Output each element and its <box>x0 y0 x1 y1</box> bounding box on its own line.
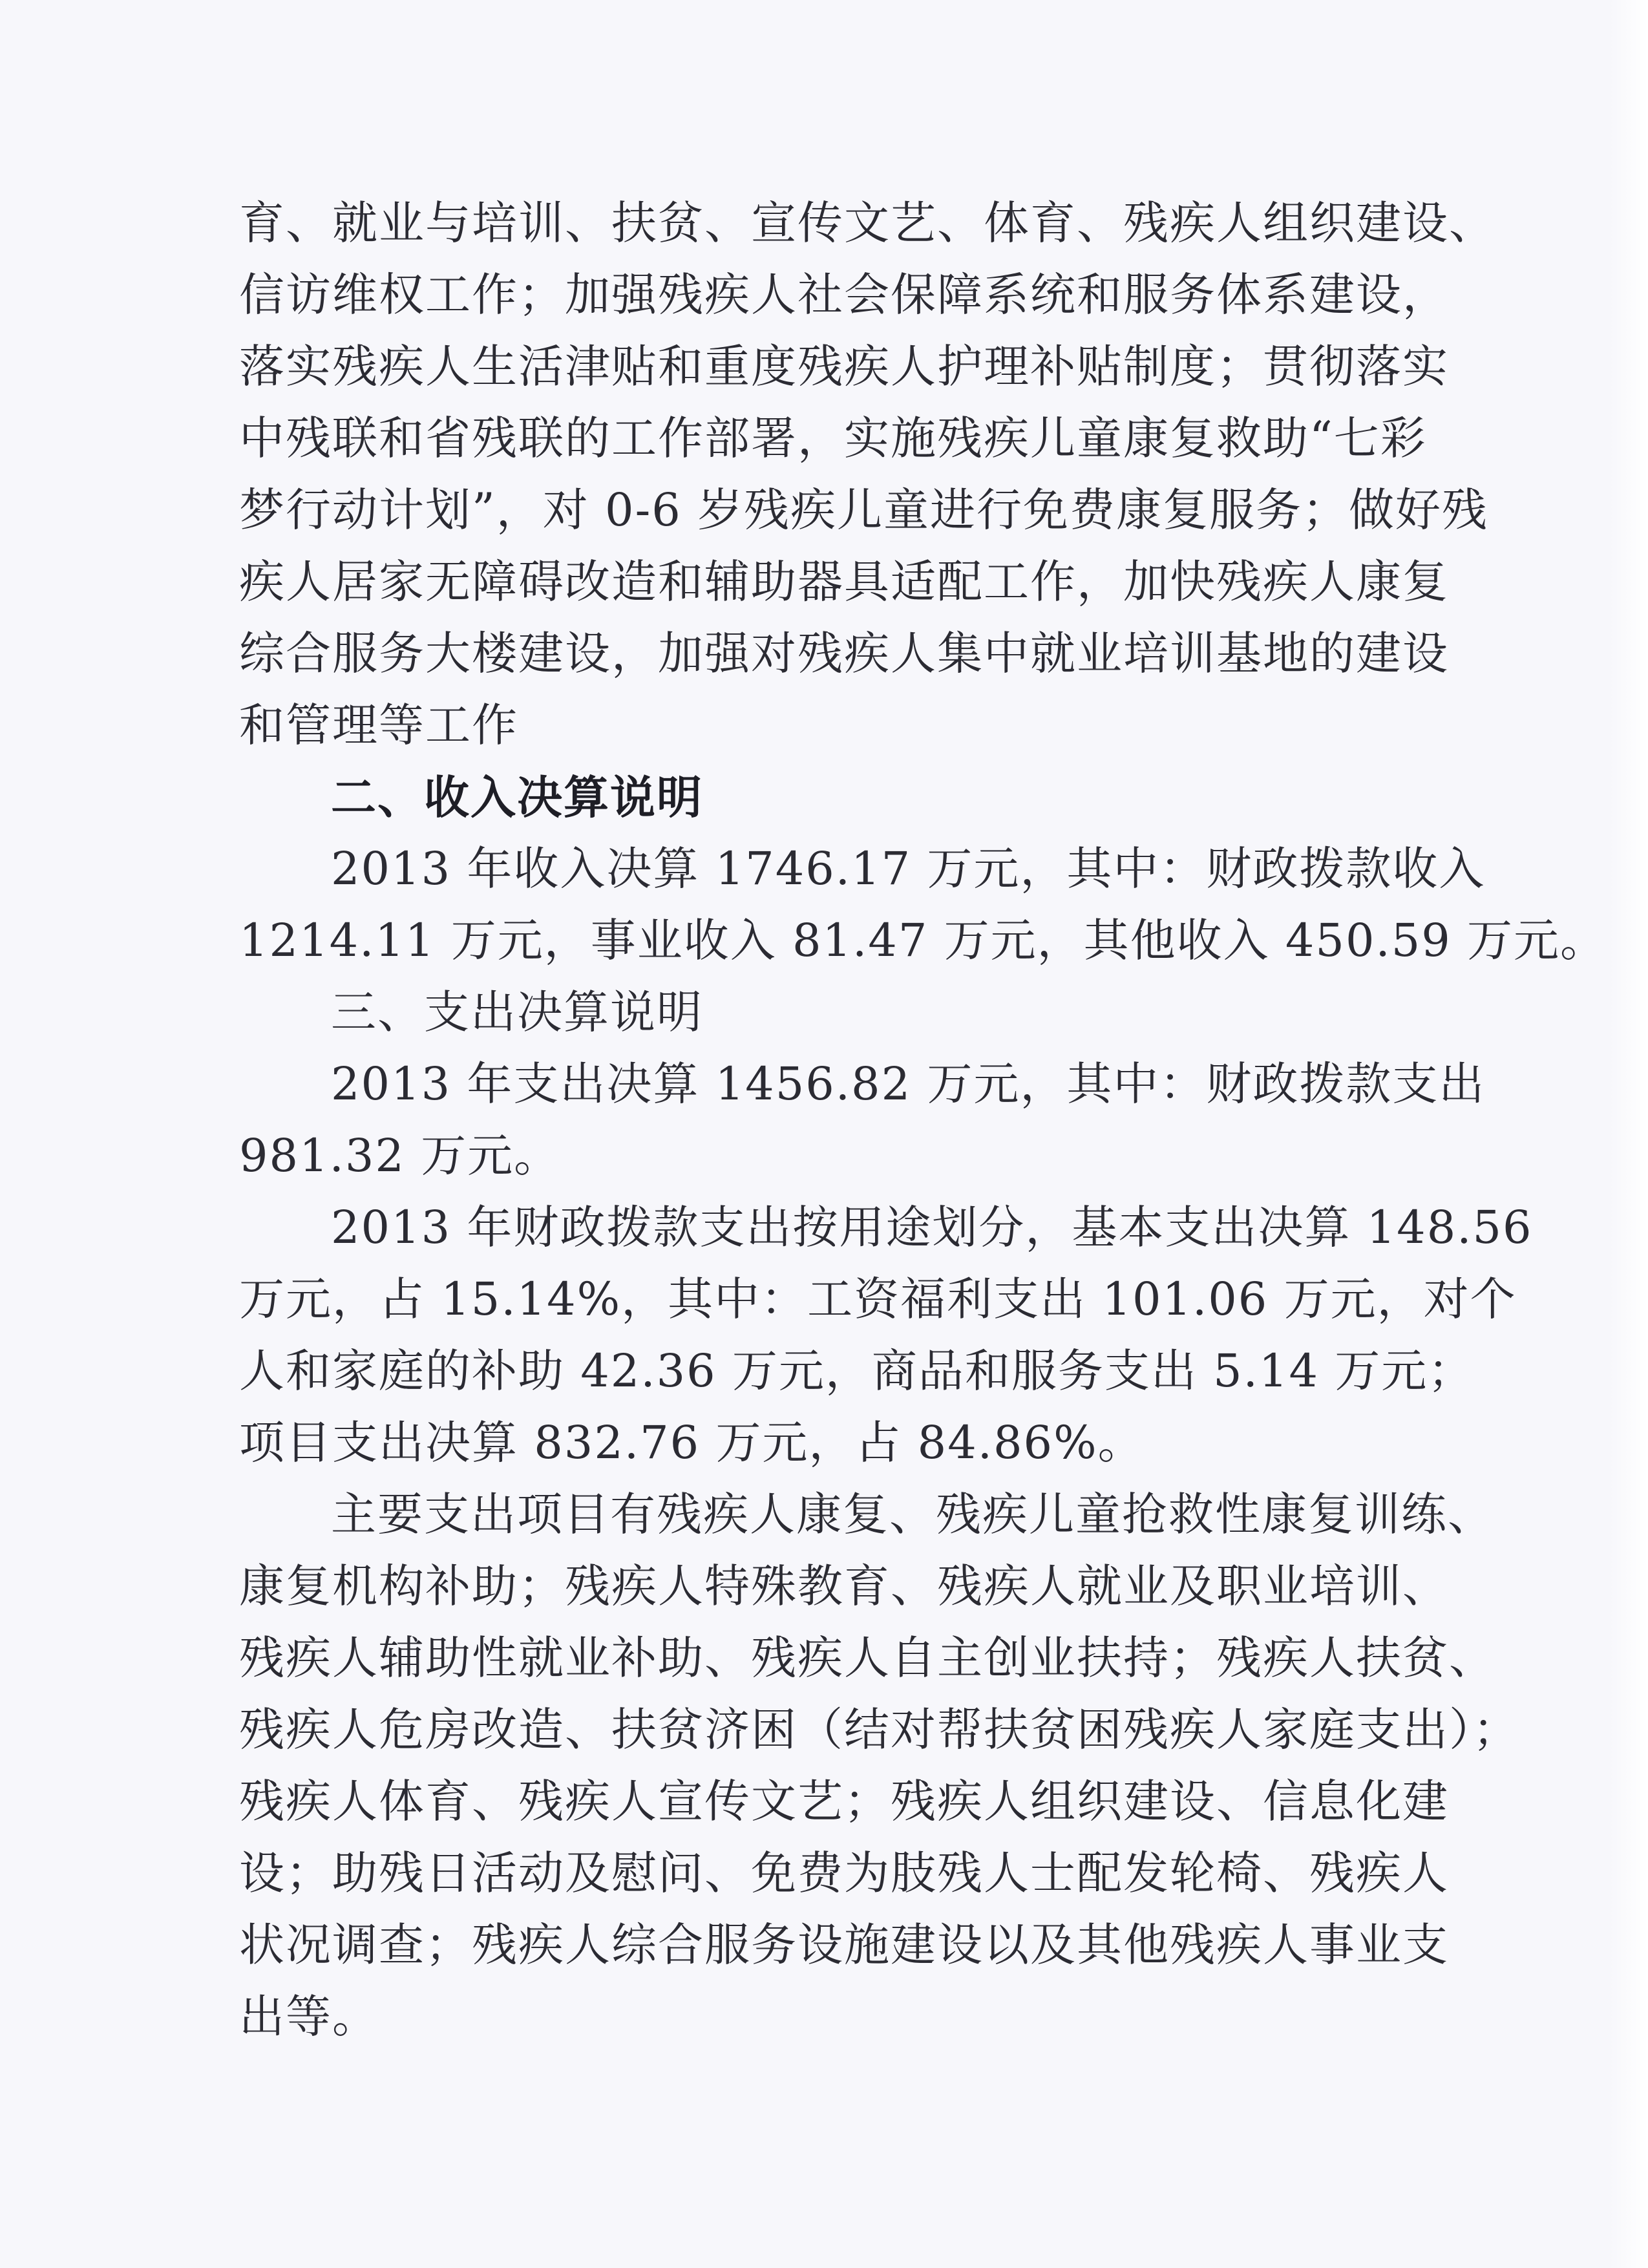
text-line: 落实残疾人生活津贴和重度残疾人护理补贴制度；贯彻落实 <box>239 340 1449 393</box>
text-line: 状况调查；残疾人综合服务设施建设以及其他残疾人事业支 <box>239 1918 1449 1971</box>
text-line: 1214.11 万元，事业收入 81.47 万元，其他收入 450.59 万元。 <box>239 914 1607 967</box>
text-line: 出等。 <box>239 1990 379 2043</box>
text-line: 人和家庭的补助 42.36 万元，商品和服务支出 5.14 万元； <box>239 1344 1475 1397</box>
text-line: 设；助残日活动及慰问、免费为肢残人士配发轮椅、残疾人 <box>239 1847 1449 1900</box>
section-heading-income: 二、收入决算说明 <box>331 770 703 824</box>
paragraph-fiscal-expenditure <box>239 1192 1533 1479</box>
text-line: 育、就业与培训、扶贫、宣传文艺、体育、残疾人组织建设、 <box>239 196 1495 249</box>
text-line: 2013 年收入决算 1746.17 万元，其中：财政拨款收入 <box>331 842 1486 895</box>
text-line: 万元，占 15.14%，其中：工资福利支出 101.06 万元，对个 <box>239 1273 1517 1326</box>
text-line: 残疾人体育、残疾人宣传文艺；残疾人组织建设、信息化建 <box>239 1775 1449 1828</box>
text-line: 残疾人辅助性就业补助、残疾人自主创业扶持；残疾人扶贫、 <box>239 1631 1495 1684</box>
document-body <box>239 187 1607 2053</box>
paragraph-expenditure <box>239 1048 1486 1192</box>
text-line: 和管理等工作 <box>239 699 518 752</box>
text-line: 综合服务大楼建设，加强对残疾人集中就业培训基地的建设 <box>239 627 1449 680</box>
text-line: 2013 年支出决算 1456.82 万元，其中：财政拨款支出 <box>331 1057 1486 1110</box>
text-line: 疾人居家无障碍改造和辅助器具适配工作，加快残疾人康复 <box>239 555 1449 608</box>
text-line: 981.32 万元。 <box>239 1129 561 1182</box>
paragraph-work-items <box>239 187 1495 761</box>
text-line: 主要支出项目有残疾人康复、残疾儿童抢救性康复训练、 <box>331 1488 1494 1541</box>
section-heading-expenditure: 三、支出决算说明 <box>331 986 703 1039</box>
text-line: 项目支出决算 832.76 万元，占 84.86%。 <box>239 1416 1145 1469</box>
text-line: 康复机构补助；残疾人特殊教育、残疾人就业及职业培训、 <box>239 1560 1449 1613</box>
scan-edge <box>1609 0 1648 2268</box>
paragraph-income <box>239 833 1607 977</box>
paragraph-main-projects <box>239 1479 1519 2053</box>
text-line: 中残联和省残联的工作部署，实施残疾儿童康复救助“七彩 <box>239 412 1427 465</box>
text-line: 信访维权工作；加强残疾人社会保障系统和服务体系建设， <box>239 268 1449 321</box>
text-line: 梦行动计划”，对 0-6 岁残疾儿童进行免费康复服务；做好残 <box>239 483 1489 536</box>
text-line: 残疾人危房改造、扶贫济困（结对帮扶贫困残疾人家庭支出）； <box>239 1703 1519 1756</box>
text-line: 2013 年财政拨款支出按用途划分，基本支出决算 148.56 <box>331 1201 1533 1254</box>
